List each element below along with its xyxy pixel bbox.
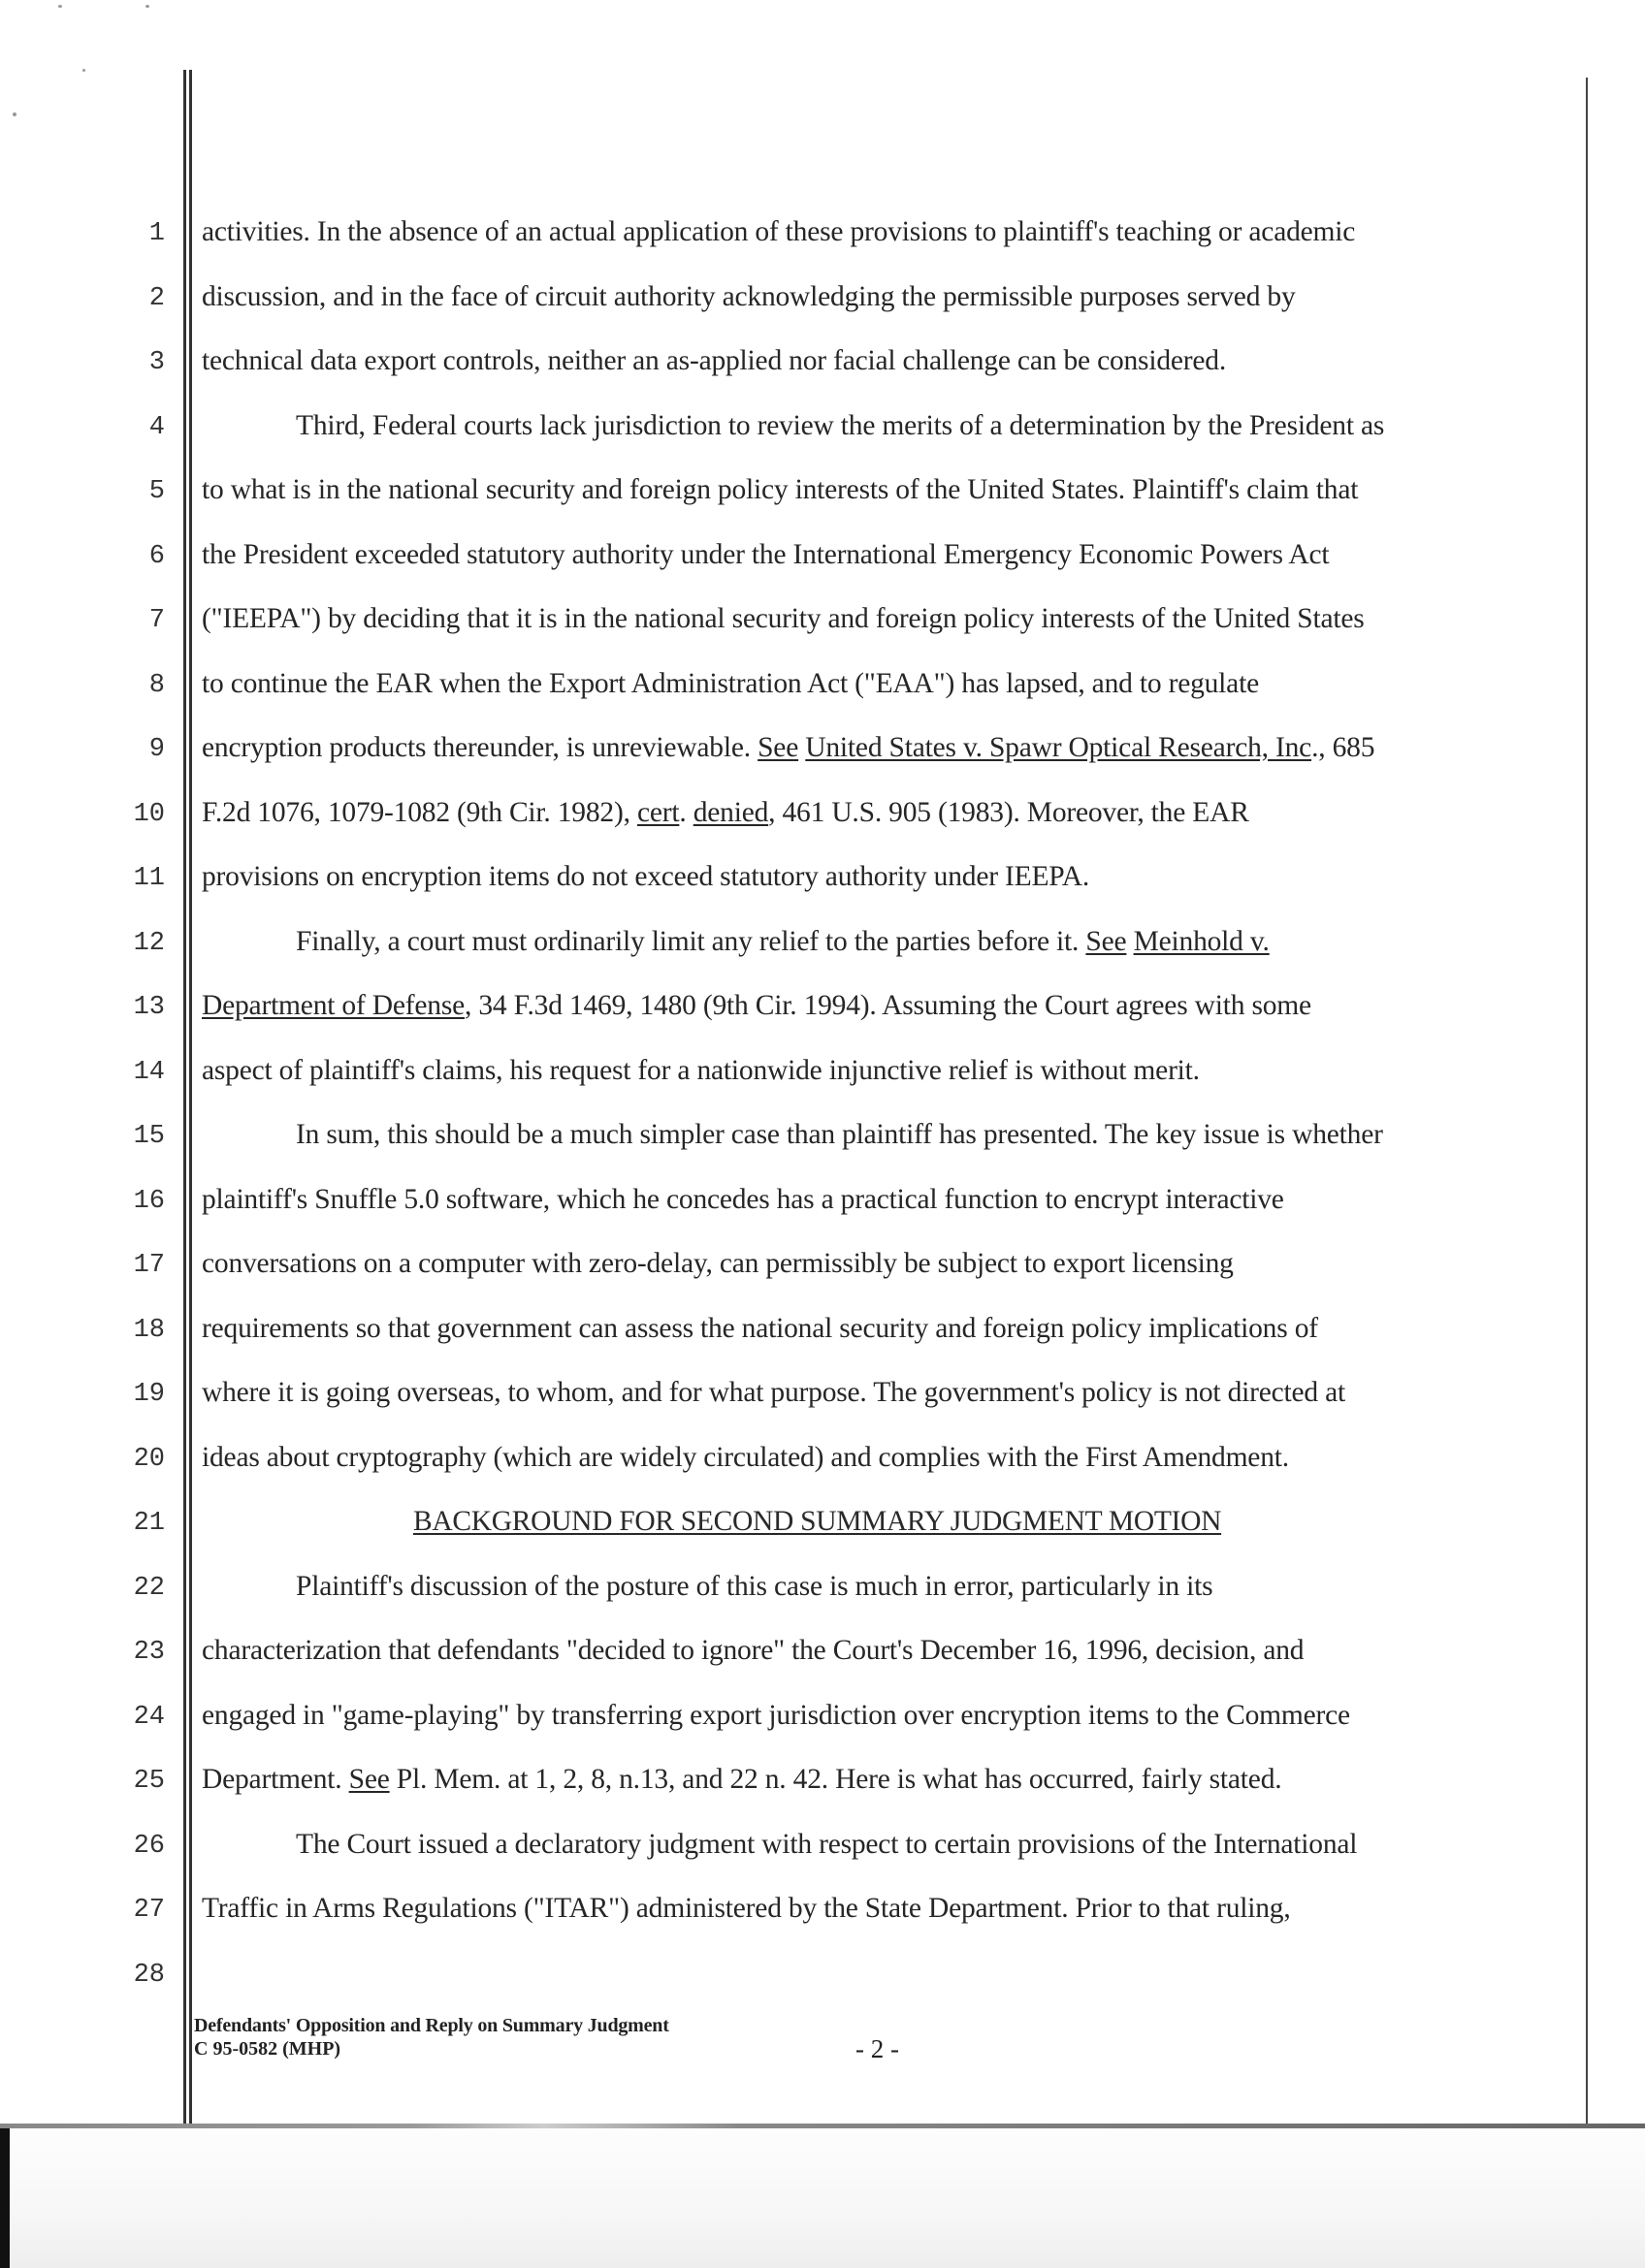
citation-underlined: See: [348, 1764, 390, 1795]
text-run: ., 685: [1311, 732, 1375, 763]
line-number: 12: [133, 929, 165, 958]
text-run: Department.: [202, 1764, 349, 1795]
text-run: aspect of plaintiff's claims, his request for a nationwide injunctive relief is without merit.: [202, 1055, 1200, 1086]
line-number: 16: [133, 1187, 165, 1216]
text-run: [1126, 926, 1133, 957]
text-line: [202, 539, 1329, 571]
text-line: [202, 1055, 1200, 1087]
text-run: activities. In the absence of an actual application of these provisions to plaintiff's teaching or academic: [202, 216, 1356, 247]
text-run: discussion, and in the face of circuit authority acknowledging the permissible purposes served by: [202, 281, 1296, 312]
text-run: Traffic in Arms Regulations ("ITAR") administered by the State Department. Prior to that ruling,: [202, 1893, 1291, 1924]
text-run: plaintiff's Snuffle 5.0 software, which he concedes has a practical function to encrypt interactive: [202, 1184, 1284, 1215]
text-line: [202, 668, 1259, 700]
text-line: [202, 861, 1089, 893]
text-line: [202, 1313, 1318, 1345]
text-run: Third, Federal courts lack jurisdiction to review the merits of a determination by the President as: [296, 410, 1385, 441]
text-line: [202, 1635, 1304, 1667]
line-number: 22: [133, 1574, 165, 1603]
line-number: 9: [148, 735, 165, 764]
text-line: [202, 281, 1296, 313]
footer-case-number: C 95-0582 (MHP): [194, 2038, 341, 2060]
line-number: 1: [148, 219, 165, 248]
text-run: In sum, this should be a much simpler case than plaintiff has presented. The key issue is whether: [296, 1119, 1383, 1150]
line-number: 23: [133, 1638, 165, 1667]
text-run: provisions on encryption items do not exceed statutory authority under IEEPA.: [202, 861, 1090, 892]
line-number: 27: [133, 1896, 165, 1925]
line-number: 2: [148, 284, 165, 313]
line-number: 25: [133, 1767, 165, 1796]
line-number: 5: [148, 477, 165, 506]
citation-underlined: Department of Defense: [202, 990, 466, 1021]
text-line: [296, 1119, 1383, 1151]
text-run: requirements so that government can assess the national security and foreign policy implications of: [202, 1313, 1318, 1344]
text-line: [202, 1442, 1289, 1474]
text-run: Pl. Mem. at 1, 2, 8, n.13, and 22 n. 42. Here is what has occurred, fairly stated.: [389, 1764, 1282, 1795]
line-number: 26: [133, 1832, 165, 1861]
line-number: 10: [133, 800, 165, 829]
text-run: conversations on a computer with zero-delay, can permissibly be subject to export licensing: [202, 1248, 1234, 1279]
text-run: F.2d 1076, 1079-1082 (9th Cir. 1982),: [202, 797, 637, 828]
text-run: , 34 F.3d 1469, 1480 (9th Cir. 1994). Assuming the Court agrees with some: [465, 990, 1311, 1021]
citation-underlined: United States v. Spawr Optical Research, Inc: [805, 732, 1312, 763]
text-line: [202, 474, 1358, 506]
line-number: 7: [148, 606, 165, 635]
text-line: [202, 797, 1249, 829]
text-line: [296, 1571, 1212, 1603]
text-line: [202, 1377, 1345, 1409]
text-line: [296, 1829, 1357, 1861]
line-number: 8: [148, 671, 165, 700]
citation-underlined: See: [1085, 926, 1127, 957]
line-number: 13: [133, 993, 165, 1022]
line-number: 4: [148, 413, 165, 442]
line-number: 11: [133, 864, 165, 893]
text-run: technical data export controls, neither an as-applied nor facial challenge can be considered.: [202, 345, 1227, 376]
text-line: [202, 1184, 1284, 1216]
scan-speck: [13, 112, 16, 116]
line-number: 24: [133, 1703, 165, 1732]
text-line: [202, 990, 1311, 1022]
text-line: [296, 410, 1384, 442]
text-line: [296, 926, 1270, 958]
text-run: .: [679, 797, 693, 828]
text-line: [202, 1893, 1291, 1925]
scan-speck: [145, 5, 149, 8]
text-line: [202, 345, 1226, 377]
line-number: 28: [133, 1961, 165, 1990]
text-run: The Court issued a declaratory judgment with respect to certain provisions of the International: [296, 1829, 1358, 1860]
line-number: 17: [133, 1251, 165, 1280]
text-run: to continue the EAR when the Export Administration Act ("EAA") has lapsed, and to regulate: [202, 668, 1259, 699]
text-run: Plaintiff's discussion of the posture of this case is much in error, particularly in its: [296, 1571, 1213, 1602]
footer-document-title: Defendants' Opposition and Reply on Summary Judgment: [194, 2015, 669, 2036]
right-margin-rule: [1586, 78, 1588, 2126]
left-margin-rule-inner: [189, 70, 192, 2126]
left-margin-rule: [183, 70, 186, 2126]
scanner-background: [0, 2128, 1645, 2268]
text-run: Finally, a court must ordinarily limit any relief to the parties before it.: [296, 926, 1086, 957]
text-run: the President exceeded statutory authority under the International Emergency Economic Powers Act: [202, 539, 1330, 570]
scan-speck: [82, 69, 85, 72]
line-number: 21: [133, 1509, 165, 1538]
text-run: engaged in "game-playing" by transferring export jurisdiction over encryption items to the Commerce: [202, 1700, 1350, 1731]
text-line: [202, 1700, 1350, 1732]
text-line: [202, 216, 1355, 248]
text-run: encryption products thereunder, is unreviewable.: [202, 732, 758, 763]
line-number: 15: [133, 1122, 165, 1151]
text-run: characterization that defendants "decided to ignore" the Court's December 16, 1996, decision, and: [202, 1635, 1305, 1666]
text-run: , 461 U.S. 905 (1983). Moreover, the EAR: [768, 797, 1249, 828]
page-number: - 2 -: [855, 2034, 899, 2063]
text-run: ("IEEPA") by deciding that it is in the national security and foreign policy interests of the United States: [202, 603, 1365, 634]
line-number: 18: [133, 1316, 165, 1345]
text-run: to what is in the national security and foreign policy interests of the United States. Plaintiff's claim that: [202, 474, 1359, 505]
section-heading: BACKGROUND FOR SECOND SUMMARY JUDGMENT MOTION: [413, 1506, 1222, 1537]
line-number: 6: [148, 542, 165, 571]
line-number: 20: [133, 1445, 165, 1474]
text-run: ideas about cryptography (which are widely circulated) and complies with the First Amendment.: [202, 1442, 1289, 1473]
citation-underlined: cert: [636, 797, 680, 828]
scanner-edge-shadow: [0, 2128, 10, 2268]
text-line: [202, 603, 1365, 635]
citation-underlined: See: [758, 732, 799, 763]
text-run: where it is going overseas, to whom, and for what purpose. The government's policy is not directed at: [202, 1377, 1346, 1408]
text-line: [202, 1764, 1281, 1796]
text-line: [202, 1248, 1234, 1280]
text-line: [202, 732, 1374, 764]
citation-underlined: denied: [693, 797, 769, 828]
line-number: 14: [133, 1058, 165, 1087]
line-number: 19: [133, 1380, 165, 1409]
citation-underlined: Meinhold v.: [1133, 926, 1270, 957]
scan-speck: [58, 5, 62, 8]
line-number: 3: [148, 348, 165, 377]
